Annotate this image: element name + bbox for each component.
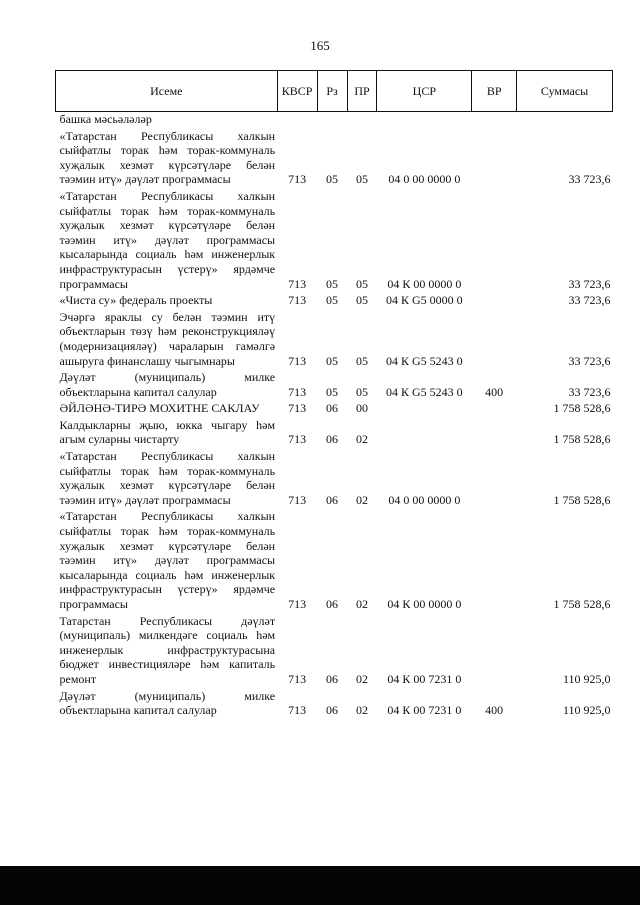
row-rz: 06 (326, 703, 339, 718)
row-sum: 1 758 528,6 (553, 432, 611, 447)
table-row (56, 509, 613, 613)
row-vr (472, 112, 517, 129)
column-header-name: Исеме (56, 71, 278, 112)
row-sum: 33 723,6 (568, 293, 611, 308)
row-name: Дәүләт (муниципаль) милке объектларына капитал салулар (59, 688, 276, 718)
row-rz: 06 (326, 401, 339, 416)
row-pr: 02 (355, 597, 368, 611)
row-name: «Татарстан Республикасы халкын сыйфатлы торак һәм торак-коммуналь хуҗалык хезмәт күрсәтүләре белән тәэмин итү» дәүләт программасы (59, 449, 276, 507)
row-kvsr: 713 (288, 172, 307, 187)
row-vr (472, 401, 517, 418)
row-vr (472, 293, 517, 310)
row-pr: 02 (355, 492, 368, 507)
column-header-vr: ВР (472, 71, 517, 112)
row-csr: 04 К G5 5243 0 (385, 384, 463, 399)
row-sum: 1 758 528,6 (553, 597, 611, 611)
scan-bottom-edge (0, 866, 640, 905)
row-vr (472, 310, 517, 370)
row-sum: 33 723,6 (568, 384, 611, 399)
row-kvsr: 713 (288, 384, 307, 399)
column-header-csr: ЦСР (377, 71, 472, 112)
row-csr (377, 401, 472, 418)
row-vr: 400 (485, 384, 504, 399)
table-row (56, 614, 613, 689)
row-pr: 05 (355, 293, 368, 308)
table-row (56, 189, 613, 293)
budget-table (55, 70, 613, 720)
row-vr: 400 (485, 703, 504, 718)
row-sum: 1 758 528,6 (553, 401, 611, 416)
row-rz: 06 (326, 671, 339, 686)
row-pr: 02 (355, 671, 368, 686)
row-vr (472, 189, 517, 293)
row-pr: 00 (355, 401, 368, 416)
table-header-row (56, 71, 613, 112)
row-csr: 04 К G5 0000 0 (385, 293, 463, 308)
table-row (56, 293, 613, 310)
row-rz: 05 (326, 353, 339, 368)
row-sum: 1 758 528,6 (553, 492, 611, 507)
row-name: «Татарстан Республикасы халкын сыйфатлы торак һәм торак-коммуналь хуҗалык хезмәт күрсәтүләре белән тәэмин итү» дәүләт программасы кысаларында социаль һәм инженерлык инфраструктурасын үстерү» ярдәмче программасы (59, 188, 276, 291)
row-csr: 04 К 00 0000 0 (387, 597, 462, 611)
row-pr: 05 (355, 353, 368, 368)
row-csr: 04 К 00 7231 0 (387, 703, 462, 718)
row-csr (377, 112, 472, 129)
row-kvsr: 713 (288, 293, 307, 308)
column-header-kvsr: КВСР (277, 71, 317, 112)
row-sum: 110 925,0 (562, 671, 611, 686)
page-number: 165 (310, 38, 330, 53)
row-vr (472, 509, 517, 613)
table-row (56, 449, 613, 509)
row-pr: 05 (355, 276, 368, 291)
row-vr (472, 614, 517, 689)
row-vr (472, 129, 517, 189)
column-header-sum: Суммасы (517, 71, 613, 112)
row-sum: 33 723,6 (568, 353, 611, 368)
row-kvsr: 713 (288, 401, 307, 416)
row-pr (347, 112, 377, 129)
row-sum: 33 723,6 (568, 276, 611, 291)
column-header-rz: Рз (317, 71, 347, 112)
table-row (56, 129, 613, 189)
row-kvsr: 713 (288, 703, 307, 718)
row-rz: 05 (326, 276, 339, 291)
row-kvsr: 713 (288, 597, 307, 611)
row-csr: 04 0 00 0000 0 (388, 492, 461, 507)
table-row (56, 689, 613, 720)
row-name: ӘЙЛӘНӘ-ТИРӘ МОХИТНЕ САКЛАУ (59, 401, 260, 416)
row-rz: 05 (326, 172, 339, 187)
table-row (56, 370, 613, 401)
row-kvsr: 713 (288, 671, 307, 686)
row-rz (317, 112, 347, 129)
row-sum: 33 723,6 (568, 172, 611, 187)
row-pr: 05 (355, 384, 368, 399)
row-name: Эчәргә яраклы су белән тәэмин итү объектларын төзү һәм реконструкцияләү (модернизацияләү) чараларын гамәлгә ашыруга финанслашу чыгымнары (59, 309, 276, 368)
row-name: «Татарстан Республикасы халкын сыйфатлы торак һәм торак-коммуналь хуҗалык хезмәт күрсәтүләре белән тәэмин итү» дәүләт программасы кысаларында социаль һәм инженерлык инфраструктурасын үстерү» ярдәмче программасы (59, 509, 276, 611)
row-rz: 06 (326, 432, 339, 447)
row-vr (472, 449, 517, 509)
row-rz: 05 (326, 293, 339, 308)
row-pr: 02 (355, 703, 368, 718)
row-rz: 06 (326, 492, 339, 507)
row-pr: 02 (355, 432, 368, 447)
column-header-pr: ПР (347, 71, 377, 112)
row-csr: 04 К G5 5243 0 (385, 353, 463, 368)
row-name: «Татарстан Республикасы халкын сыйфатлы торак һәм торак-коммуналь хуҗалык хезмәт күрсәтүләре белән тәэмин итү» дәүләт программасы (59, 128, 276, 187)
row-name: башка мәсьәләләр (59, 112, 152, 126)
row-vr (472, 418, 517, 449)
row-name: Калдыкларны җыю, юкка чыгару һәм агым суларны чистарту (59, 417, 276, 447)
row-sum (517, 112, 613, 129)
row-name: Татарстан Республикасы дәүләт (муниципаль) милкендәге социаль һәм инженерлык инфраструктурасына бюджет инвестицияләре һәм капиталь ремонт (59, 613, 276, 686)
row-csr: 04 К 00 0000 0 (387, 276, 462, 291)
table-row (56, 112, 613, 129)
row-kvsr (277, 112, 317, 129)
row-rz: 05 (326, 384, 339, 399)
row-name: Дәүләт (муниципаль) милке объектларына капитал салулар (59, 370, 276, 399)
row-name: «Чиста су» федераль проекты (59, 293, 213, 308)
row-csr: 04 К 00 7231 0 (387, 671, 462, 686)
row-kvsr: 713 (288, 492, 307, 507)
table-row (56, 401, 613, 418)
row-kvsr: 713 (288, 353, 307, 368)
row-kvsr: 713 (288, 276, 307, 291)
row-rz: 06 (326, 597, 339, 611)
table-row (56, 418, 613, 449)
row-csr: 04 0 00 0000 0 (388, 172, 461, 187)
row-csr (377, 418, 472, 449)
row-pr: 05 (355, 172, 368, 187)
table-row (56, 310, 613, 370)
row-sum: 110 925,0 (562, 703, 611, 718)
row-kvsr: 713 (288, 432, 307, 447)
